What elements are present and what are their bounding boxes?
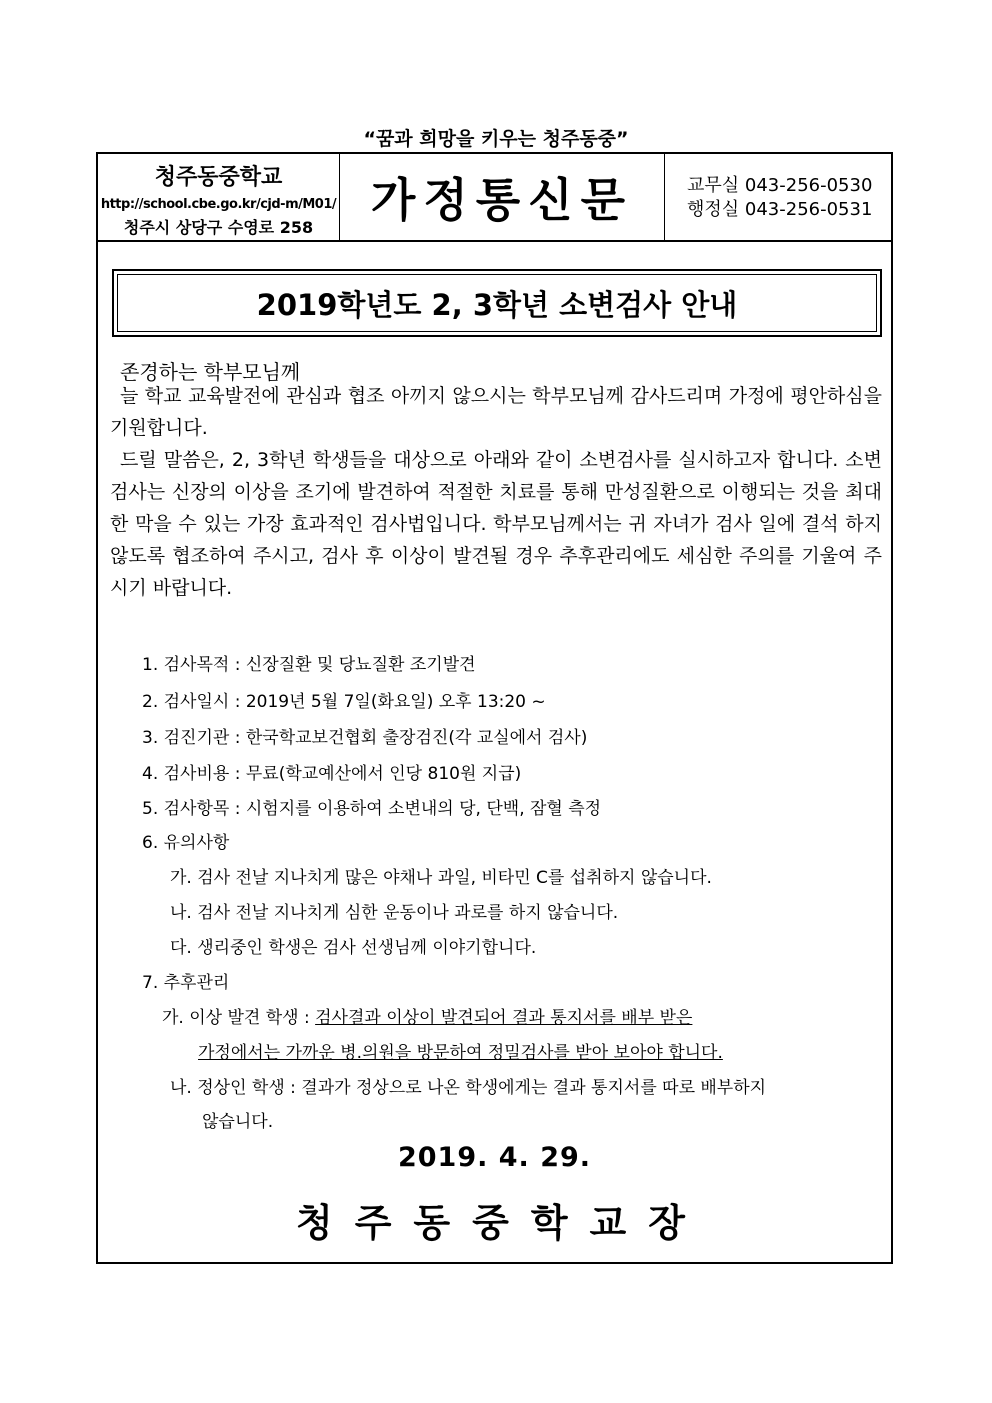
followup-normal-cont: 않습니다. (202, 1112, 274, 1132)
letter-body (110, 380, 882, 604)
greeting: 존경하는 학부모님께 (120, 360, 301, 384)
newsletter-title: 가정통신문 (370, 173, 634, 227)
followup-abnormal-label: 가. 이상 발견 학생 : (162, 1008, 310, 1028)
notice-title-box (112, 269, 882, 337)
school-address: 청주시 상당구 수영로 258 (123, 218, 314, 237)
followup-abnormal-text-cont: 가정에서는 가까운 병.의원을 방문하여 정밀검사를 받아 보아야 합니다. (198, 1043, 723, 1063)
school-motto: “꿈과 희망을 키우는 청주동중” (363, 128, 629, 150)
list-item-followup: 7. 추후관리 (142, 973, 230, 993)
issue-date: 2019. 4. 29. (397, 1142, 592, 1173)
list-item-precautions: 6. 유의사항 (142, 833, 230, 853)
phone-admin: 행정실 043-256-0531 (687, 199, 873, 220)
notice-title: 2019학년도 2, 3학년 소변검사 안내 (117, 274, 877, 332)
list-item-institution: 3. 검진기관 : 한국학교보건협회 출장검진(각 교실에서 검사) (142, 728, 588, 748)
followup-normal: 나. 정상인 학생 : 결과가 정상으로 나온 학생에게는 결과 통지서를 따로 배부하지 (170, 1078, 767, 1098)
paragraph-intro: 늘 학교 교육발전에 관심과 협조 아끼지 않으시는 학부모님께 감사드리며 가정에 평안하심을 기원합니다. (110, 385, 882, 439)
paragraph-main: 드릴 말씀은, 2, 3학년 학생들을 대상으로 아래와 같이 소변검사를 실시하고자 합니다. 소변검사는 신장의 이상을 조기에 발견하여 적절한 치료를 통해 만성질환으로 이행되는 것을 최대한 막을 수 있는 가장 효과적인 검사법입니다. 학부모님께서는 귀 자녀가 검사 일에 결석 하지 않도록 협조하여 주시고, 검사 후 이상이 발견될 경우 추후관리에도 세심한 주의를 기울여 주시기 바랍니다. (110, 449, 882, 599)
precaution-item: 나. 검사 전날 지나치게 심한 운동이나 과로를 하지 않습니다. (170, 903, 619, 923)
school-name: 청주동중학교 (154, 165, 283, 190)
list-item-purpose: 1. 검사목적 : 신장질환 및 당뇨질환 조기발견 (142, 655, 476, 675)
followup-abnormal-text: 검사결과 이상이 발견되어 결과 통지서를 배부 받은 (315, 1008, 693, 1028)
principal-signature: 청주동중학교장 (296, 1201, 707, 1245)
contact-info (665, 154, 893, 240)
school-url[interactable]: http://school.cbe.go.kr/cjd-m/M01/ (100, 197, 337, 212)
followup-abnormal (162, 1003, 692, 1028)
newsletter-frame (96, 152, 893, 1264)
phone-office: 교무실 043-256-0530 (687, 175, 873, 196)
list-item-datetime: 2. 검사일시 : 2019년 5월 7일(화요일) 오후 13:20 ~ (142, 692, 546, 712)
letterhead (98, 154, 891, 242)
newsletter-title-cell (340, 154, 665, 240)
list-item-cost: 4. 검사비용 : 무료(학교예산에서 인당 810원 지급) (142, 764, 522, 784)
precaution-item: 다. 생리중인 학생은 검사 선생님께 이야기합니다. (170, 938, 537, 958)
list-item-test-items: 5. 검사항목 : 시험지를 이용하여 소변내의 당, 단백, 잠혈 측정 (142, 799, 602, 819)
precaution-item: 가. 검사 전날 지나치게 많은 야채나 과일, 비타민 C를 섭취하지 않습니다. (170, 868, 712, 888)
school-info (98, 154, 340, 240)
